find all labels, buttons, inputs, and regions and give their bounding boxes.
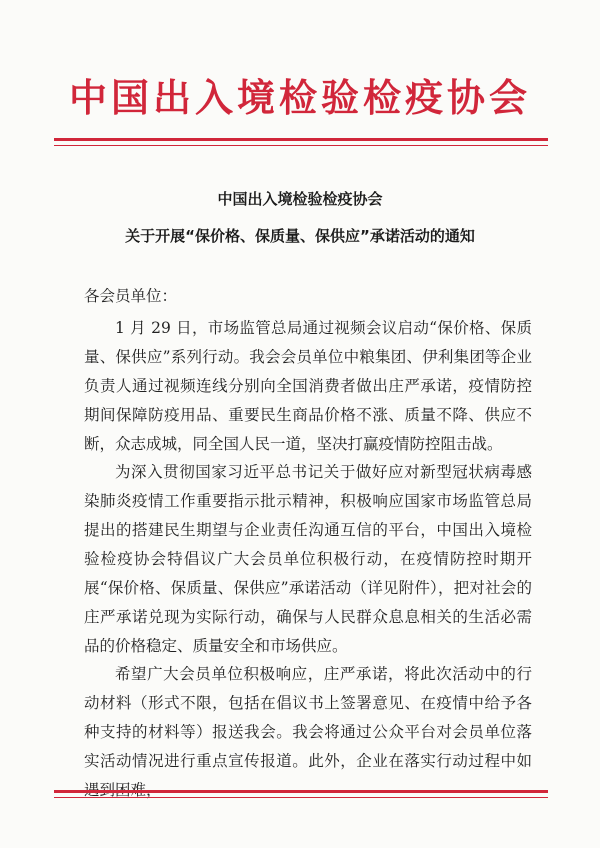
- letterhead-rule-thin: [54, 145, 548, 146]
- footer-rule-thick: [54, 790, 548, 793]
- salutation: 各会员单位：: [84, 287, 178, 305]
- body-paragraph-3: 希望广大会员单位积极响应，庄严承诺，将此次活动中的行动材料（形式不限，包括在倡议书上签署意见、在疫情中给予各种支持的材料等）报送我会。我会将通过公众平台对会员单位落实活动情况进行重点宣传报道。此外，企业在落实行动过程中如: [84, 665, 532, 770]
- document-title-issuer: 中国出入境检验检疫协会: [217, 190, 383, 208]
- document-title-subject: 关于开展“保价格、保质量、保供应”承诺活动的通知: [125, 227, 475, 245]
- letterhead-org-name: 中国出入境检验检疫协会: [68, 76, 531, 120]
- body-paragraph-1: 1 月 29 日，市场监管总局通过视频会议启动“保价格、保质量、保供应”系列行动。我会会员单位中粮集团、伊利集团等企业负责人通过视频连线分别向全国消费者做出庄严承诺，疫情防控期间保障防疫用品、重要民生商品价格不涨、质量不降、供应不断，众志成城，同全国人民一道，坚决打赢疫情防控阻击战。: [84, 319, 532, 453]
- footer-rule-thin: [54, 797, 548, 798]
- letterhead-rule-thick: [54, 138, 548, 141]
- body-paragraph-2: 为深入贯彻国家习近平总书记关于做好应对新型冠状病毒感染肺炎疫情工作重要指示批示精神，积极响应国家市场监管总局提出的搭建民生期望与企业责任沟通互信的平台，中国出入境检验检疫协会特倡议广大会员单位积极行动，在疫情防控时期开展“保价格、保质量、保供应”承诺活动（详见附件），把对社会的庄严承诺兑现为实际行动，确保与人民群众息息相关的生活必需品的价格稳定、质量安全和市场供应。: [84, 463, 532, 655]
